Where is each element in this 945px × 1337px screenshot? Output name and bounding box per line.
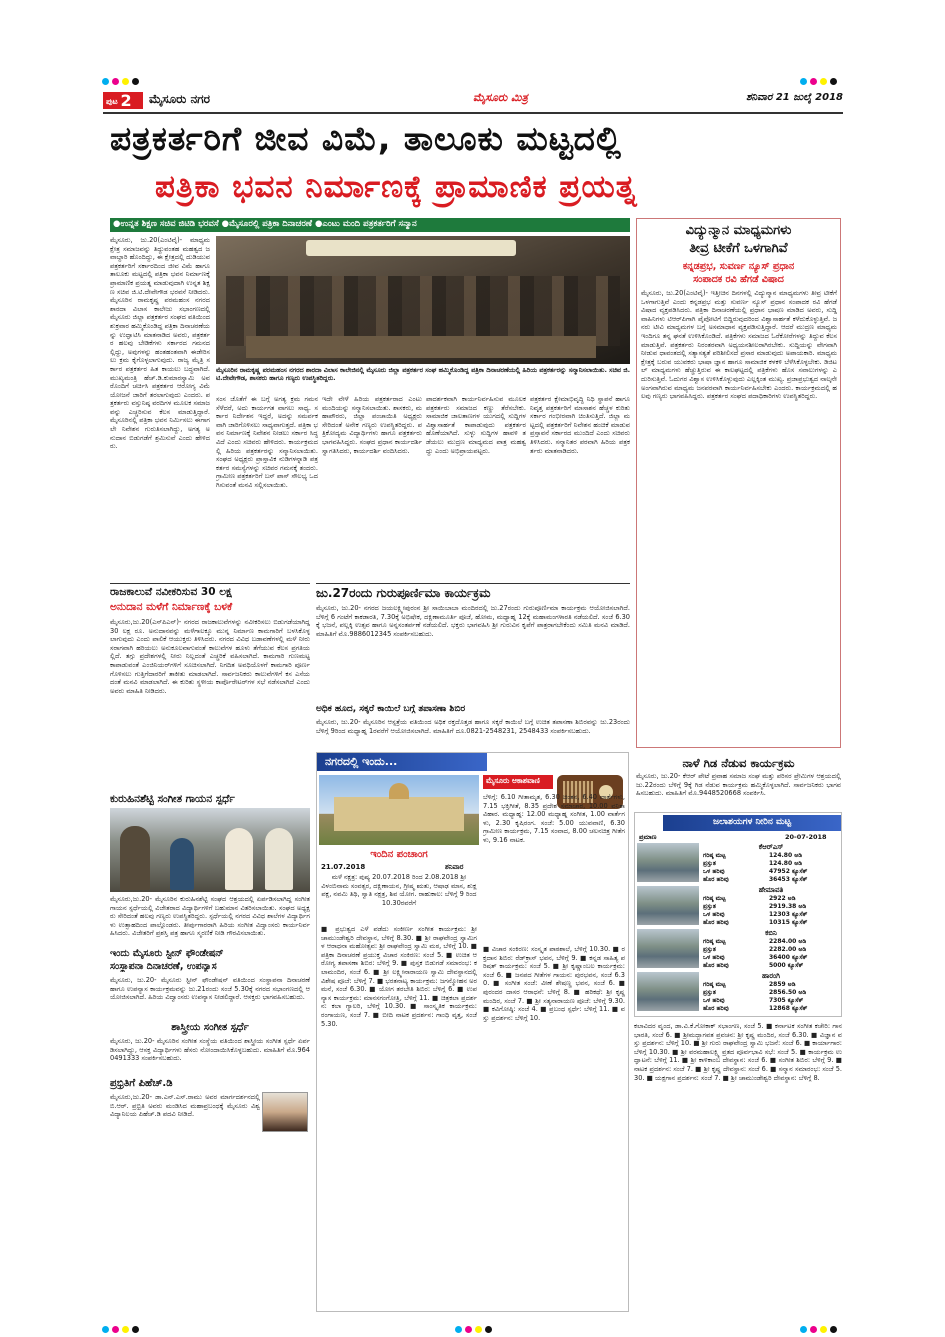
reservoir-value: 36453 ಕ್ಯೂಸೆಕ್	[769, 876, 808, 883]
reservoir-label: ಗರಿಷ್ಠ ಮಟ್ಟ	[703, 981, 726, 988]
story4-body: ಮೈಸೂರು, ಜು.20- ಮೈಸೂರಿನ ಸಂಗೀತ ಸಂಸ್ಥೆಯ ವತಿಯಿಂದ ಶಾಸ್ತ್ರೀಯ ಸಂಗೀತ ಸ್ಪರ್ಧೆ ಏರ್ಪಡಿಸಲಾಗಿದ್ದು, ಆಸಕ್ತ ವಿದ್ಯಾರ್ಥಿಗಳು ಹೆಸರು ನೋಂದಾಯಿಸಿಕೊಳ್ಳಬಹುದು. ಮಾಹಿತಿಗೆ ಮೊ.9640491333 ಸಂಪರ್ಕಿಸಬಹುದು.	[110, 1037, 310, 1063]
reservoir-value: 2282.00 ಅಡಿ	[769, 946, 807, 953]
reservoir-photo	[637, 972, 699, 1011]
guru-headline: ಜು.27ರಂದು ಗುರುಪೂರ್ಣಿಮಾ ಕಾರ್ಯಕ್ರಮ	[316, 586, 491, 600]
reservoir-name: ಹಾರಂಗಿ	[762, 972, 780, 980]
reservoir-row	[637, 843, 841, 884]
reservoir-label: ಗರಿಷ್ಠ ಮಟ್ಟ	[703, 895, 726, 902]
lead-column-5: ಪತ್ರಕರ್ತರ ಕ್ಷೇಮಾಭಿವೃದ್ಧಿ ನಿಧಿ ಸ್ಥಾಪನೆ ಹಾಗೂ ನಿವೃತ್ತ ಪತ್ರಕರ್ತರಿಗೆ ಮಾಸಾಶನ ಹೆಚ್ಚಳ ಕುರಿತು ಸರ್ಕಾರ ಗಂಭೀರವಾಗಿ ಚಿಂತಿಸುತ್ತಿದೆ. ಜಿಲ್ಲಾ ಮಟ್ಟದಲ್ಲಿ ಪತ್ರಕರ್ತರಿಗೆ ನಿವೇಶನ ಹಂಚಿಕೆ ಮಾಡುವ ಪ್ರಸ್ತಾವನೆ ಸರ್ಕಾರದ ಮುಂದಿದೆ ಎಂದು ಸಚಿವರು ತಿಳಿಸಿದರು. ಸನ್ಮಾನಿತರ ಪರವಾಗಿ ಹಿರಿಯ ಪತ್ರಕರ್ತರು ಮಾತನಾಡಿದರು.	[530, 395, 630, 455]
city-today-title: ನಗರದಲ್ಲಿ ಇಂದು...	[325, 755, 398, 768]
page-header	[103, 90, 843, 112]
reservoir-label: ಒಳ ಹರಿವು	[703, 868, 725, 875]
reservoir-value: 124.80 ಅಡಿ	[769, 860, 802, 867]
photo-table	[246, 336, 596, 358]
lead-tag-bar: ●ಉನ್ನತ ಶಿಕ್ಷಣ ಸಚಿವ ಜಿಟಿಡಿ ಭರವಸೆ ●ಮೈಸೂರಲ್ಲಿ ಪತ್ರಿಕಾ ದಿನಾಚರಣೆ ●ಎಂಟು ಮಂದಿ ಪತ್ರಕರ್ತರಿಗೆ ಸನ್ಮಾನ	[110, 218, 630, 232]
right-story-headline-1: ವಿದ್ಯುನ್ಮಾನ ಮಾಧ್ಯಮಗಳು	[685, 223, 792, 238]
plantation-headline: ನಾಳೆ ಗಿಡ ನೆಡುವ ಕಾರ್ಯಕ್ರಮ	[682, 756, 795, 770]
header-rule	[103, 112, 843, 114]
photo-person-3	[225, 828, 253, 890]
palace-building	[334, 797, 464, 831]
right-story-body: ಮೈಸೂರು, ಜು.20(ಎಂಟಿವೈ)- ಇತ್ತೀಚಿನ ದಿನಗಳಲ್ಲಿ ವಿದ್ಯುನ್ಮಾನ ಮಾಧ್ಯಮಗಳು ತೀವ್ರ ಟೀಕೆಗೆ ಒಳಗಾಗುತ್ತಿವೆ ಎಂದು ಕನ್ನಡಪ್ರಭ ಮತ್ತು ಸುವರ್ಣ ನ್ಯೂಸ್ ಪ್ರಧಾನ ಸಂಪಾದಕ ರವಿ ಹೆಗಡೆ ವಿಷಾದ ವ್ಯಕ್ತಪಡಿಸಿದರು. ಪತ್ರಿಕಾ ದಿನಾಚರಣೆಯಲ್ಲಿ ಪ್ರಧಾನ ಭಾಷಣ ಮಾಡಿದ ಅವರು, ಸುದ್ದಿ ವಾಹಿನಿಗಳು ಟಿಆರ್‌ಪಿಗಾಗಿ ಪೈಪೋಟಿಗೆ ಬಿದ್ದಿರುವುದರಿಂದ ವಿಶ್ವಾಸಾರ್ಹತೆ ಕಳೆದುಕೊಳ್ಳುತ್ತಿವೆ. ಜನರು ಟೀವಿ ಮಾಧ್ಯಮಗಳ ಬಗ್ಗೆ ಅಸಮಾಧಾನ ವ್ಯಕ್ತಪಡಿಸುತ್ತಿದ್ದಾರೆ. ಆದರೆ ಮುದ್ರಣ ಮಾಧ್ಯಮ ಇಂದಿಗೂ ತನ್ನ ಘನತೆ ಉಳಿಸಿಕೊಂಡಿದೆ. ಪತ್ರಿಕೆಗಳು ಸಮಾಜದ ಓರೆಕೋರೆಗಳನ್ನು ತಿದ್ದುವ ಕೆಲಸ ಮಾಡುತ್ತಿವೆ. ಪತ್ರಕರ್ತರು ನಿರಂತರವಾಗಿ ಅಧ್ಯಯನಶೀಲರಾಗಿರಬೇಕು. ಸುದ್ದಿಯನ್ನು ವೇಗವಾಗಿ ನೀಡುವ ಧಾವಂತದಲ್ಲಿ ಸತ್ಯಾಸತ್ಯತೆ ಪರಿಶೀಲಿಸದೆ ಪ್ರಸಾರ ಮಾಡುವುದು ಅಪಾಯಕಾರಿ. ಮಾಧ್ಯಮ ಕ್ಷೇತ್ರಕ್ಕೆ ಬರುವ ಯುವಕರು ಭಾಷಾ ಜ್ಞಾನ ಹಾಗೂ ಸಾಮಾಜಿಕ ಕಳಕಳಿ ಬೆಳೆಸಿಕೊಳ್ಳಬೇಕು. ಡಿಜಿಟಲ್ ಮಾಧ್ಯಮಗಳು ಹೆಚ್ಚುತ್ತಿರುವ ಈ ಕಾಲಘಟ್ಟದಲ್ಲಿ ಪತ್ರಿಕೆಗಳು ಹೊಸ ಸವಾಲುಗಳನ್ನು ಎದುರಿಸುತ್ತಿವೆ. ಓದುಗರ ವಿಶ್ವಾಸ ಉಳಿಸಿಕೊಳ್ಳುವುದು ಎಲ್ಲಕ್ಕಿಂತ ಮುಖ್ಯ. ಪ್ರಜಾಪ್ರಭುತ್ವದ ನಾಲ್ಕನೇ ಅಂಗವಾಗಿರುವ ಮಾಧ್ಯಮ ಜನಪರವಾಗಿ ಕಾರ್ಯನಿರ್ವಹಿಸಬೇಕು ಎಂದರು. ಕಾರ್ಯಕ್ರಮದಲ್ಲಿ ಹಲವು ಗಣ್ಯರು ಭಾಗವಹಿಸಿದ್ದರು. ಪತ್ರಕರ್ತರ ಸಂಘದ ಪದಾಧಿಕಾರಿಗಳು ಉಪಸ್ಥಿತರಿದ್ದರು.	[641, 289, 837, 401]
right-story-subhead-1: ಕನ್ನಡಪ್ರಭ, ಸುವರ್ಣ ನ್ಯೂಸ್ ಪ್ರಧಾನ	[682, 261, 795, 272]
masthead-logo: ಮೈಸೂರು ಮಿತ್ರ	[473, 91, 528, 104]
reservoir-label: ಹೊರ ಹರಿವು	[703, 1005, 729, 1012]
registration-dots-bottom-right	[800, 1318, 840, 1337]
reservoir-value: 7305 ಕ್ಯೂಸೆಕ್	[769, 997, 804, 1004]
radio-title-bar	[483, 775, 553, 789]
bottom-right-events: ಕಲಾವಿದರ ವೃಂದ, ಡಾ.ವಿ.ಕೆ.ಗೋಕಾಕ್ ಸಭಾಂಗಣ, ಸಂಜೆ 5. ■ ಕರ್ನಾಟಕ ಸಂಗೀತ ಕಚೇರಿ: ಗಾನಭಾರತಿ, ಸಂಜೆ 6. ■ ಶ್ರೀಮದ್ಭಾಗವತ ಪ್ರವಚನ: ಶ್ರೀ ಕೃಷ್ಣ ಮಂದಿರ, ಸಂಜೆ 6.30. ■ ವಿಜ್ಞಾನ ವಸ್ತು ಪ್ರದರ್ಶನ: ಬೆಳಿಗ್ಗೆ 10. ■ ಶ್ರೀ ಗುರು ರಾಘವೇಂದ್ರ ಸ್ವಾಮಿ ಭಜನೆ: ಸಂಜೆ 6. ■ ಕಾರ್ಯಾಗಾರ: ಬೆಳಿಗ್ಗೆ 10.30. ■ ಶ್ರೀ ವರಮಹಾಲಕ್ಷ್ಮಿ ವ್ರತದ ಪೂರ್ವಭಾವಿ ಸಭೆ: ಸಂಜೆ 5. ■ ಕಾರ್ಯಕ್ರಮ ಉದ್ಘಾಟನೆ: ಬೆಳಿಗ್ಗೆ 11. ■ ಶ್ರೀ ಕಾಳಿಕಾಂಬ ದೇವಸ್ಥಾನ: ಸಂಜೆ 6. ■ ಸಂಗೀತ ಶಿಬಿರ: ಬೆಳಿಗ್ಗೆ 9. ■ ನಾಟಕ ಪ್ರದರ್ಶನ: ಸಂಜೆ 7. ■ ಶ್ರೀ ಕೃಷ್ಣ ದೇವಸ್ಥಾನ: ಸಂಜೆ 6. ■ ಸನ್ಮಾನ ಸಮಾರಂಭ: ಸಂಜೆ 5.30. ■ ಯಕ್ಷಗಾನ ಪ್ರದರ್ಶನ: ಸಂಜೆ 7. ■ ಶ್ರೀ ಚಾಮುಂಡೇಶ್ವರಿ ದೇವಸ್ಥಾನ: ಬೆಳಿಗ್ಗೆ 8.	[634, 1022, 842, 1082]
reservoir-value: 2284.00 ಅಡಿ	[769, 938, 807, 945]
camp-body: ಮೈಸೂರು, ಜು.20- ಮೈಸೂರಿನ ಆಸ್ಪತ್ರೆಯ ವತಿಯಿಂದ ಅಧಿಕ ರಕ್ತದೊತ್ತಡ ಹಾಗೂ ಸಕ್ಕರೆ ಕಾಯಿಲೆ ಬಗ್ಗೆ ಉಚಿತ ತಪಾಸಣಾ ಶಿಬಿರವನ್ನು ಜು.23ರಂದು ಬೆಳಿಗ್ಗೆ 9ರಿಂದ ಮಧ್ಯಾಹ್ನ 1ರವರೆಗೆ ಆಯೋಜಿಸಲಾಗಿದೆ. ಮಾಹಿತಿಗೆ ದೂ.0821-2548231, 2548433 ಸಂಪರ್ಕಿಸಬಹುದು.	[316, 718, 630, 735]
city-today-title-bar	[317, 753, 487, 771]
reservoir-value: 36400 ಕ್ಯೂಸೆಕ್	[769, 954, 808, 961]
issue-date: ಶನಿವಾರ 21 ಜುಲೈ 2018	[746, 92, 843, 103]
panchanga-text: ಮಳೆ ನಕ್ಷತ್ರ: ಪುಷ್ಯ 20.07.2018 ರಿಂದ 2.08.2018 ಶ್ರೀ ವಿಳಂಬಿನಾಮ ಸಂವತ್ಸರ, ದಕ್ಷಿಣಾಯನ, ಗ್ರೀಷ್ಮ ಋತು, ಆಷಾಢ ಮಾಸ, ಶುಕ್ಲ ಪಕ್ಷ, ನವಮಿ ತಿಥಿ, ಸ್ವಾತಿ ನಕ್ಷತ್ರ, ಶಿವ ಯೋಗ. ರಾಹುಕಾಲ: ಬೆಳಿಗ್ಗೆ 9 ರಿಂದ 10.30ರವರೆಗೆ	[321, 873, 477, 907]
reservoir-title: ಜಲಾಶಯಗಳ ನೀರಿನ ಮಟ್ಟ	[712, 817, 792, 827]
photo-banner	[306, 240, 516, 256]
panchanga-day: ಶನಿವಾರ	[445, 863, 464, 871]
reservoir-photo	[637, 886, 699, 925]
separator-left-1	[110, 583, 310, 584]
lead-column-1: ಮೈಸೂರು, ಜು.20(ಎಂಟಿವೈ)- ಮಾಧ್ಯಮ ಕ್ಷೇತ್ರ ಸಮಾಜವನ್ನು ತಿದ್ದುವಂತಹ ಮಹತ್ವದ ಜವಾಬ್ದಾರಿ ಹೊಂದಿದ್ದು, ಈ ಕ್ಷೇತ್ರದಲ್ಲಿ ದುಡಿಯುವ ಪತ್ರಕರ್ತರಿಗೆ ಸರ್ಕಾರದಿಂದ ಜೀವ ವಿಮೆ ಹಾಗೂ ತಾಲೂಕು ಮಟ್ಟದಲ್ಲಿ ಪತ್ರಿಕಾ ಭವನ ನಿರ್ಮಾಣಕ್ಕೆ ಪ್ರಾಮಾಣಿಕ ಪ್ರಯತ್ನ ಮಾಡುವುದಾಗಿ ಉನ್ನತ ಶಿಕ್ಷಣ ಸಚಿವ ಜಿ.ಟಿ.ದೇವೇಗೌಡ ಭರವಸೆ ನೀಡಿದರು. ಮೈಸೂರಿನ ರಾಮಕೃಷ್ಣ ಪರಮಹಂಸ ನಗರದ ಶಾರದಾ ವಿಲಾಸ ಕಾಲೇಜು ಸಭಾಂಗಣದಲ್ಲಿ ಮೈಸೂರು ಜಿಲ್ಲಾ ಪತ್ರಕರ್ತರ ಸಂಘದ ವತಿಯಿಂದ ಶುಕ್ರವಾರ ಹಮ್ಮಿಕೊಂಡಿದ್ದ ಪತ್ರಿಕಾ ದಿನಾಚರಣೆಯನ್ನು ಉದ್ಘಾಟಿಸಿ ಮಾತನಾಡಿದ ಅವರು, ಪತ್ರಕರ್ತರ ಹಲವು ಬೇಡಿಕೆಗಳು ಸರ್ಕಾರದ ಗಮನದಲ್ಲಿದ್ದು, ಅವುಗಳನ್ನು ಹಂತಹಂತವಾಗಿ ಈಡೇರಿಸಲು ಕ್ರಮ ಕೈಗೊಳ್ಳಲಾಗುವುದು. ರಾಜ್ಯ ಮೈತ್ರಿ ಸರ್ಕಾರ ಪತ್ರಕರ್ತರ ಹಿತ ಕಾಯಲು ಬದ್ಧವಾಗಿದೆ. ಮುಖ್ಯಮಂತ್ರಿ ಹೆಚ್.ಡಿ.ಕುಮಾರಸ್ವಾಮಿ ಅವರೊಂದಿಗೆ ಚರ್ಚಿಸಿ ಪತ್ರಕರ್ತರ ಆರೋಗ್ಯ ವಿಮೆ ಯೋಜನೆ ಜಾರಿಗೆ ತರಲಾಗುವುದು ಎಂದರು. ಪತ್ರಕರ್ತರು ವಸ್ತುನಿಷ್ಠ ವರದಿಗಳ ಮೂಲಕ ಸಮಾಜವನ್ನು ಎಚ್ಚರಿಸುವ ಕೆಲಸ ಮಾಡುತ್ತಿದ್ದಾರೆ. ಮೈಸೂರಿನಲ್ಲಿ ಪತ್ರಿಕಾ ಭವನ ನಿರ್ಮಿಸಲು ಈಗಾಗಲೇ ನಿವೇಶನ ಗುರುತಿಸಲಾಗಿದ್ದು, ಅಗತ್ಯ ಅನುದಾನ ಬಿಡುಗಡೆಗೆ ಶ್ರಮಿಸುವೆ ಎಂದು ಹೇಳಿದರು.	[110, 236, 210, 451]
lead-photo-caption: ಮೈಸೂರಿನ ರಾಮಕೃಷ್ಣ ಪರಮಹಂಸ ನಗರದ ಶಾರದಾ ವಿಲಾಸ ಕಾಲೇಜಿನಲ್ಲಿ ಮೈಸೂರು ಜಿಲ್ಲಾ ಪತ್ರಕರ್ತರ ಸಂಘ ಹಮ್ಮಿಕೊಂಡಿದ್ದ ಪತ್ರಿಕಾ ದಿನಾಚರಣೆಯಲ್ಲಿ ಹಿರಿಯ ಪತ್ರಕರ್ತರನ್ನು ಸನ್ಮಾನಿಸಲಾಯಿತು. ಸಚಿವ ಜಿ.ಟಿ.ದೇವೇಗೌಡ, ಶಾಸಕರು ಹಾಗೂ ಗಣ್ಯರು ಉಪಸ್ಥಿತರಿದ್ದರು.	[216, 366, 630, 383]
radio-title: ಮೈಸೂರು ಆಕಾಶವಾಣಿ	[486, 776, 540, 785]
page-number-box	[103, 92, 143, 109]
reservoir-label: ಹೊರ ಹರಿವು	[703, 962, 729, 969]
page-number: 2	[120, 91, 132, 110]
photo-person-4	[265, 828, 293, 890]
reservoir-label: ಒಳ ಹರಿವು	[703, 911, 725, 918]
palace-photo	[319, 775, 479, 845]
story4-headline: ಶಾಸ್ತ್ರೀಯ ಸಂಗೀತ ಸ್ಪರ್ಧೆ	[171, 1022, 249, 1033]
reservoir-list	[637, 843, 841, 1015]
reservoir-name: ಕೆಆರ್‌ಎಸ್	[758, 843, 784, 851]
reservoir-label: ಪ್ರಸ್ತುತ	[703, 989, 716, 996]
reservoir-value: 2922 ಅಡಿ	[769, 895, 796, 902]
right-story-headline-2: ತೀವ್ರ ಟೀಕೆಗೆ ಒಳಗಾಗಿವೆ	[689, 241, 788, 256]
story1-headline-1: ರಾಜಕಾಲುವೆ ನವೀಕರಿಸುವ 30 ಲಕ್ಷ	[110, 586, 232, 598]
panchanga-date: 21.07.2018	[321, 863, 366, 871]
reservoir-photo	[637, 843, 699, 882]
reservoir-label: ಪ್ರಸ್ತುತ	[703, 860, 716, 867]
reservoir-row	[637, 929, 841, 970]
guru-body: ಮೈಸೂರು, ಜು.20- ನಗರದ ಜಯಲಕ್ಷ್ಮೀಪುರಂನ ಶ್ರೀ ಸಾಯಿಬಾಬಾ ಮಂದಿರದಲ್ಲಿ ಜು.27ರಂದು ಗುರುಪೂರ್ಣಿಮಾ ಕಾರ್ಯಕ್ರಮ ಆಯೋಜಿಸಲಾಗಿದೆ. ಬೆಳಿಗ್ಗೆ 6 ಗಂಟೆಗೆ ಕಾಕಡಾರತಿ, 7.30ಕ್ಕೆ ಅಭಿಷೇಕ, ದಕ್ಷಿಣಾಮೂರ್ತಿ ಪೂಜೆ, ಹೋಮ, ಮಧ್ಯಾಹ್ನ 12ಕ್ಕೆ ಮಹಾಮಂಗಳಾರತಿ ನಡೆಯಲಿದೆ. ಸಂಜೆ 6.30ಕ್ಕೆ ಭಜನೆ, ಪಲ್ಲಕ್ಕಿ ಉತ್ಸವ ಹಾಗೂ ಅನ್ನಸಂತರ್ಪಣೆ ನಡೆಯಲಿದೆ. ಭಕ್ತರು ಭಾಗವಹಿಸಿ ಶ್ರೀ ಗುರುವಿನ ಕೃಪೆಗೆ ಪಾತ್ರರಾಗಬೇಕೆಂದು ಸಮಿತಿ ಮನವಿ ಮಾಡಿದೆ. ಮಾಹಿತಿಗೆ ಮೊ.9886012345 ಸಂಪರ್ಕಿಸಬಹುದು.	[316, 604, 630, 638]
reservoir-unit-label: ಪ್ರಮಾಣ	[639, 833, 657, 841]
city-today-box	[316, 752, 629, 1312]
registration-dots-top-left	[102, 70, 142, 89]
lead-column-3: ಇದೇ ವೇಳೆ ಹಿರಿಯ ಪತ್ರಕರ್ತರಾದ ಎಂಟು ಮಂದಿಯನ್ನು ಸನ್ಮಾನಿಸಲಾಯಿತು. ಶಾಸಕರು, ಮಹಾಪೌರರು, ಜಿಲ್ಲಾ ಪಂಚಾಯಿತಿ ಅಧ್ಯಕ್ಷರು ಸೇರಿದಂತೆ ಅನೇಕ ಗಣ್ಯರು ಉಪಸ್ಥಿತರಿದ್ದರು. ಪತ್ರಿಕೋದ್ಯಮ ವಿದ್ಯಾರ್ಥಿಗಳು ಹಾಗೂ ಪತ್ರಕರ್ತರು ಭಾಗವಹಿಸಿದ್ದರು. ಸಂಘದ ಪ್ರಧಾನ ಕಾರ್ಯದರ್ಶಿ ಸ್ವಾಗತಿಸಿದರು, ಕಾರ್ಯದರ್ಶಿ ವಂದಿಸಿದರು.	[322, 395, 422, 455]
registration-dots-bottom-center	[455, 1318, 495, 1337]
reservoir-label: ಗರಿಷ್ಠ ಮಟ್ಟ	[703, 938, 726, 945]
page-label: ಪುಟ	[106, 97, 118, 106]
right-story-subhead-2: ಸಂಪಾದಕ ರವಿ ಹೆಗಡೆ ವಿಷಾದ	[693, 274, 784, 285]
reservoir-label: ಒಳ ಹರಿವು	[703, 997, 725, 1004]
story3-headline-1: ಇಂದು ಮೈಸೂರು ಸ್ಟೀನ್ ಫೌಂಡೇಷನ್	[110, 948, 224, 959]
reservoir-value: 5000 ಕ್ಯೂಸೆಕ್	[769, 962, 804, 969]
reservoir-value: 12868 ಕ್ಯೂಸೆಕ್	[769, 1005, 808, 1012]
reservoir-name: ಹೇಮಾವತಿ	[758, 886, 784, 894]
story2-headline: ಕುರುಹಿನಶೆಟ್ಟಿ ಸಂಗೀತ ಗಾಯನ ಸ್ಪರ್ಧೆ	[110, 793, 235, 805]
lead-column-4: ಪಾದರ್ಶಕವಾಗಿ ಕಾರ್ಯನಿರ್ವಹಿಸುವ ಮೂಲಕ ಪತ್ರಕರ್ತರು ಸಮಾಜದ ಕಣ್ಣು ತೆರೆಸಬೇಕು. ಸಾಮಾಜಿಕ ಜಾಲತಾಣಗಳ ಯುಗದಲ್ಲಿ ಸುದ್ದಿಗಳ ವಿಶ್ವಾಸಾರ್ಹತೆ ಕಾಪಾಡುವುದು ಪತ್ರಕರ್ತರ ಹೊಣೆಯಾಗಿದೆ. ಸುಳ್ಳು ಸುದ್ದಿಗಳ ಹಾವಳಿ ತಡೆಯಲು ಮುದ್ರಣ ಮಾಧ್ಯಮದ ಪಾತ್ರ ಮಹತ್ವದ್ದು ಎಂದು ಅಭಿಪ್ರಾಯಪಟ್ಟರು.	[426, 395, 526, 455]
reservoir-label: ಹೊರ ಹರಿವು	[703, 876, 729, 883]
reservoir-value: 124.80 ಅಡಿ	[769, 852, 802, 859]
lead-column-2: ಸಂಸ ಜೊತೆಗೆ ಈ ಬಗ್ಗೆ ಅಗತ್ಯ ಕ್ರಮ ಗಮನ ಸೆಳೆದರೆ, ಅದು ಕಾರ್ಯಗತ ವಾಗಲು ಸಾಧ್ಯ. ಸರ್ಕಾರ ನಿರ್ದೇಶನ ಇದ್ದರೆ, ಅದನ್ನು ಸಮರ್ಪಕವಾಗಿ ಜಾರಿಗೊಳಿಸಲು ಸಾಧ್ಯವಾಗುತ್ತದೆ. ಪತ್ರಿಕಾ ಭವನ ನಿರ್ಮಾಣಕ್ಕೆ ನಿವೇಶನ ನೀಡಲು ಸರ್ಕಾರ ಸಿದ್ಧವಿದೆ ಎಂದು ಸಚಿವರು ಹೇಳಿದರು. ಕಾರ್ಯಕ್ರಮದಲ್ಲಿ ಹಿರಿಯ ಪತ್ರಕರ್ತರನ್ನು ಸನ್ಮಾನಿಸಲಾಯಿತು. ಸಂಘದ ಅಧ್ಯಕ್ಷರು ಪ್ರಾಸ್ತಾವಿಕ ನುಡಿಗಳನ್ನಾಡಿ ಪತ್ರಕರ್ತರ ಸಮಸ್ಯೆಗಳನ್ನು ಸಚಿವರ ಗಮನಕ್ಕೆ ತಂದರು. ಗ್ರಾಮೀಣ ಪತ್ರಕರ್ತರಿಗೆ ಬಸ್ ಪಾಸ್ ಸೌಲಭ್ಯ ಒದಗಿಸುವಂತೆ ಮನವಿ ಸಲ್ಲಿಸಲಾಯಿತು.	[216, 395, 318, 489]
reservoir-label: ಒಳ ಹರಿವು	[703, 954, 725, 961]
palace-dome	[389, 783, 409, 799]
lead-headline-1: ಪತ್ರಕರ್ತರಿಗೆ ಜೀವ ವಿಮೆ, ತಾಲೂಕು ಮಟ್ಟದಲ್ಲಿ	[110, 119, 622, 158]
reservoir-value: 2859 ಅಡಿ	[769, 981, 796, 988]
phd-portrait	[262, 1092, 308, 1132]
reservoir-label: ಹೊರ ಹರಿವು	[703, 919, 729, 926]
story1-body: ಮೈಸೂರು,ಜು.20(ಎಸ್‌ಪಿಎನ್)- ನಗರದ ರಾಜಕಾಲುವೆಗಳನ್ನು ನವೀಕರಿಸಲು ಬಿಡುಗಡೆಯಾಗಿದ್ದ 30 ಲಕ್ಷ ರೂ. ಅನುದಾನವನ್ನು ಮಳೆಗಾಲಕ್ಕೂ ಮುನ್ನ ನಿರ್ಮಾಣ ಕಾಮಗಾರಿಗೆ ಬಳಸಿಕೊಳ್ಳಲಾಗುವುದು ಎಂದು ಪಾಲಿಕೆ ಆಯುಕ್ತರು ತಿಳಿಸಿದರು. ನಗರದ ವಿವಿಧ ಬಡಾವಣೆಗಳಲ್ಲಿ ಮಳೆ ನೀರು ಸರಾಗವಾಗಿ ಹರಿಯಲು ಅನುಕೂಲವಾಗುವಂತೆ ಕಾಲುವೆಗಳ ಹೂಳು ತೆಗೆಯುವ ಕೆಲಸ ಪ್ರಗತಿಯಲ್ಲಿದೆ. ತಗ್ಗು ಪ್ರದೇಶಗಳಲ್ಲಿ ನೀರು ನಿಲ್ಲದಂತೆ ಎಚ್ಚರಿಕೆ ವಹಿಸಲಾಗಿದೆ. ಕಾಮಗಾರಿ ಗುಣಮಟ್ಟ ಕಾಪಾಡುವಂತೆ ಎಂಜಿನಿಯರ್‌ಗಳಿಗೆ ಸೂಚಿಸಲಾಗಿದೆ. ನಿಗದಿತ ಅವಧಿಯೊಳಗೆ ಕಾಮಗಾರಿ ಪೂರ್ಣಗೊಳಿಸಲು ಗುತ್ತಿಗೆದಾರರಿಗೆ ತಾಕೀತು ಮಾಡಲಾಗಿದೆ. ಸಾರ್ವಜನಿಕರು ಕಾಲುವೆಗಳಿಗೆ ಕಸ ಎಸೆಯದಂತೆ ಮನವಿ ಮಾಡಲಾಗಿದೆ. ಈ ಕುರಿತು ಸ್ಥಳೀಯ ಕಾರ್ಪೊರೇಟರ್‌ಗಳ ಸಭೆ ನಡೆಸಲಾಗಿದೆ ಎಂದು ಅವರು ಮಾಹಿತಿ ನೀಡಿದರು.	[110, 618, 310, 695]
reservoir-row	[637, 972, 841, 1013]
story5-headline: ಪ್ರಭ್ರಿತಿಗೆ ಪಿಹೆಚ್.ಡಿ	[110, 1078, 173, 1089]
plantation-body: ಮೈಸೂರು, ಜು.20- ಕೆಆರ್ ಪೇಟೆ ಪ್ರವಾಹ ಸಮಾಜ ಸಂಘ ಮತ್ತು ಪರಿಸರ ಪ್ರೇಮಿಗಳ ಆಶ್ರಯದಲ್ಲಿ ಜು.22ರಂದು ಬೆಳಿಗ್ಗೆ 9ಕ್ಕೆ ಗಿಡ ನೆಡುವ ಕಾರ್ಯಕ್ರಮ ಹಮ್ಮಿಕೊಳ್ಳಲಾಗಿದೆ. ಸಾರ್ವಜನಿಕರು ಭಾಗವಹಿಸಬಹುದು. ಮಾಹಿತಿಗೆ ಮೊ.9448520668 ಸಂಪರ್ಕಿಸಿ.	[636, 772, 841, 798]
story5-body: ಮೈಸೂರು,ಜು.20- ಡಾ.ಎನ್.ಎಸ್.ರಾಮು ಅವರ ಮಾರ್ಗದರ್ಶನದಲ್ಲಿ ಬಿ.ಆರ್. ಪ್ರಭ್ರಿತಿ ಅವರು ಮಂಡಿಸಿದ ಮಹಾಪ್ರಬಂಧಕ್ಕೆ ಮೈಸೂರು ವಿಶ್ವವಿದ್ಯಾನಿಲಯ ಪಿಹೆಚ್.ಡಿ ಪದವಿ ನೀಡಿದೆ.	[110, 1093, 260, 1119]
story1-headline-2: ಅನುದಾನ ಮಳೆಗೆ ನಿರ್ಮಾಣಕ್ಕೆ ಬಳಕೆ	[110, 601, 233, 613]
registration-dots-bottom-left	[102, 1318, 142, 1337]
reservoir-row	[637, 886, 841, 927]
reservoir-label: ಗರಿಷ್ಠ ಮಟ್ಟ	[703, 852, 726, 859]
radio-schedule: ಬೆಳಿಗ್ಗೆ: 6.10 ಗೀತಾಮೃತ, 6.30 ಚಿಂತನ, 6.40 ವಾರ್ತೆಗಳು, 7.15 ಭಕ್ತಿಗೀತೆ, 8.35 ಪ್ರದೇಶ ಸಮಾಚಾರ, 10.00 ವನಿತಾ ವಿಹಾರ. ಮಧ್ಯಾಹ್ನ: 12.00 ಮಧ್ಯಾಹ್ನ ಸಂಗೀತ, 1.00 ವಾರ್ತೆಗಳು, 2.30 ಕೃಷಿರಂಗ. ಸಂಜೆ: 5.00 ಯುವವಾಣಿ, 6.30 ಗ್ರಾಮೀಣ ಕಾರ್ಯಕ್ರಮ, 7.15 ಸಂವಾದ, 8.00 ಚಲನಚಿತ್ರ ಗೀತೆಗಳು, 9.16 ನಾಟಕ.	[483, 793, 625, 844]
registration-dots-top-right	[800, 70, 840, 89]
reservoir-label: ಪ್ರಸ್ತುತ	[703, 903, 716, 910]
reservoir-label: ಪ್ರಸ್ತುತ	[703, 946, 716, 953]
section-name: ಮೈಸೂರು ನಗರ	[149, 92, 211, 106]
reservoir-value: 10315 ಕ್ಯೂಸೆಕ್	[769, 919, 808, 926]
reservoir-box	[634, 812, 842, 1017]
reservoir-name: ಕಬಿನಿ	[765, 929, 777, 937]
camp-headline: ಅಧಿಕ ಹೂದ, ಸಕ್ಕರೆ ಕಾಯಿಲೆ ಬಗ್ಗೆ ತಪಾಸಣಾ ಶಿಬಿರ	[316, 704, 466, 714]
story3-headline-2: ಸಂಸ್ಥಾಪನಾ ದಿನಾಚರಣೆ, ಉಪನ್ಯಾಸ	[110, 961, 217, 972]
lead-photo-journalists-felicitation	[216, 236, 630, 364]
photo-person-1	[120, 826, 150, 890]
reservoir-photo	[637, 929, 699, 968]
lead-headline-2: ಪತ್ರಿಕಾ ಭವನ ನಿರ್ಮಾಣಕ್ಕೆ ಪ್ರಾಮಾಣಿಕ ಪ್ರಯತ್ನ	[155, 169, 638, 205]
panchanga-title: ಇಂದಿನ ಪಂಚಾಂಗ	[370, 849, 428, 860]
story3-body: ಮೈಸೂರು, ಜು.20- ಮೈಸೂರು ಸ್ಟೀನ್ ಫೌಂಡೇಷನ್ ವತಿಯಿಂದ ಸಂಸ್ಥಾಪನಾ ದಿನಾಚರಣೆ ಹಾಗೂ ಉಪನ್ಯಾಸ ಕಾರ್ಯಕ್ರಮವನ್ನು ಜು.21ರಂದು ಸಂಜೆ 5.30ಕ್ಕೆ ನಗರದ ಸಭಾಂಗಣದಲ್ಲಿ ಆಯೋಜಿಸಲಾಗಿದೆ. ಹಿರಿಯ ವಿದ್ವಾಂಸರು ಉಪನ್ಯಾಸ ನೀಡಲಿದ್ದಾರೆ. ಆಸಕ್ತರು ಭಾಗವಹಿಸಬಹುದು.	[110, 976, 310, 1002]
reservoir-value: 47952 ಕ್ಯೂಸೆಕ್	[769, 868, 808, 875]
right-story	[636, 218, 841, 748]
reservoir-value: 12303 ಕ್ಯೂಸೆಕ್	[769, 911, 808, 918]
separator-mid	[316, 583, 630, 584]
reservoir-value: 2919.38 ಅಡಿ	[769, 903, 807, 910]
reservoir-date: 20-07-2018	[785, 833, 827, 841]
city-events-list-2: ■ ವಿಚಾರ ಸಂಕಿರಣ: ಸಂಸ್ಕೃತ ಪಾಠಶಾಲೆ, ಬೆಳಿಗ್ಗೆ 10.30. ■ ರಕ್ತದಾನ ಶಿಬಿರ: ರೆಡ್‌ಕ್ರಾಸ್ ಭವನ, ಬೆಳಿಗ್ಗೆ 9. ■ ಕನ್ನಡ ಸಾಹಿತ್ಯ ಪರಿಷತ್ ಕಾರ್ಯಕ್ರಮ: ಸಂಜೆ 5. ■ ಶ್ರೀ ಕೃಷ್ಣಾಂಬಲ ಕಾರ್ಯಕ್ರಮ: ಸಂಜೆ 6. ■ ಜನಪದ ಗೀತೆಗಳ ಗಾಯನ: ಪುರಭವನ, ಸಂಜೆ 6.30. ■ ಸಂಗೀತ ಸಂಜೆ: ವೀಣೆ ಶೇಷಣ್ಣ ಭವನ, ಸಂಜೆ 6. ■ ಪುರಂದರ ದಾಸರ ಆರಾಧನೆ: ಬೆಳಿಗ್ಗೆ 8. ■ ಹರಿಕಥೆ: ಶ್ರೀ ಕೃಷ್ಣ ಮಂದಿರ, ಸಂಜೆ 7. ■ ಶ್ರೀ ಸತ್ಯನಾರಾಯಣ ಪೂಜೆ: ಬೆಳಿಗ್ಗೆ 9.30. ■ ಕವಿಗೋಷ್ಠಿ: ಸಂಜೆ 4. ■ ಪ್ರಬಂಧ ಸ್ಪರ್ಧೆ: ಬೆಳಿಗ್ಗೆ 11. ■ ವಸ್ತು ಪ್ರದರ್ಶನ: ಬೆಳಿಗ್ಗೆ 10.	[483, 945, 625, 1022]
story2-photo-prize-distribution	[110, 808, 310, 892]
reservoir-value: 2856.50 ಅಡಿ	[769, 989, 807, 996]
photo-person-2	[170, 838, 194, 890]
city-events-list: ■ ಪ್ರಭುತ್ವದ ಎಳೆ ಪಡೆದು ಸಂಕೀರ್ಣ ಸಂಗೀತ ಕಾರ್ಯಕ್ರಮ: ಶ್ರೀ ಚಾಮುಂಡೇಶ್ವರಿ ದೇವಸ್ಥಾನ, ಬೆಳಿಗ್ಗೆ 8.30. ■ ಶ್ರೀ ರಾಘವೇಂದ್ರ ಸ್ವಾಮಿಗಳ ಆರಾಧನಾ ಮಹೋತ್ಸವ: ಶ್ರೀ ರಾಘವೇಂದ್ರ ಸ್ವಾಮಿ ಮಠ, ಬೆಳಿಗ್ಗೆ 10. ■ ಪತ್ರಿಕಾ ದಿನಾಚರಣೆ ಪ್ರಯುಕ್ತ ವಿಚಾರ ಸಂಕಿರಣ: ಸಂಜೆ 5. ■ ಉಚಿತ ಆರೋಗ್ಯ ತಪಾಸಣಾ ಶಿಬಿರ: ಬೆಳಿಗ್ಗೆ 9. ■ ಪುಸ್ತಕ ಬಿಡುಗಡೆ ಸಮಾರಂಭ: ಕಲಾಮಂದಿರ, ಸಂಜೆ 6. ■ ಶ್ರೀ ಲಕ್ಷ್ಮೀನಾರಾಯಣ ಸ್ವಾಮಿ ದೇವಸ್ಥಾನದಲ್ಲಿ ವಿಶೇಷ ಪೂಜೆ: ಬೆಳಿಗ್ಗೆ 7. ■ ಭರತನಾಟ್ಯ ಕಾರ್ಯಕ್ರಮ: ಜಗನ್ಮೋಹನ ಅರಮನೆ, ಸಂಜೆ 6.30. ■ ಯೋಗ ತರಬೇತಿ ಶಿಬಿರ: ಬೆಳಿಗ್ಗೆ 6. ■ ಉಪನ್ಯಾಸ ಕಾರ್ಯಕ್ರಮ: ಮಾನಸಗಂಗೋತ್ರಿ, ಬೆಳಿಗ್ಗೆ 11. ■ ಚಿತ್ರಕಲಾ ಪ್ರದರ್ಶನ: ಕಲಾ ಗ್ಯಾಲರಿ, ಬೆಳಿಗ್ಗೆ 10.30. ■ ಸಾಂಸ್ಕೃತಿಕ ಕಾರ್ಯಕ್ರಮ: ರಂಗಾಯಣ, ಸಂಜೆ 7. ■ ಬೀದಿ ನಾಟಕ ಪ್ರದರ್ಶನ: ಗಾಂಧಿ ವೃತ್ತ, ಸಂಜೆ 5.30.	[321, 925, 477, 1028]
story2-body: ಮೈಸೂರು,ಜು.20- ಮೈಸೂರಿನ ಕುರುಹಿನಶೆಟ್ಟಿ ಸಂಘದ ಆಶ್ರಯದಲ್ಲಿ ಏರ್ಪಡಿಸಲಾಗಿದ್ದ ಸಂಗೀತ ಗಾಯನ ಸ್ಪರ್ಧೆಯಲ್ಲಿ ವಿಜೇತರಾದ ವಿದ್ಯಾರ್ಥಿಗಳಿಗೆ ಬಹುಮಾನ ವಿತರಿಸಲಾಯಿತು. ಸಂಘದ ಅಧ್ಯಕ್ಷರು ಸೇರಿದಂತೆ ಹಲವು ಗಣ್ಯರು ಉಪಸ್ಥಿತರಿದ್ದರು. ಸ್ಪರ್ಧೆಯಲ್ಲಿ ನಗರದ ವಿವಿಧ ಶಾಲೆಗಳ ವಿದ್ಯಾರ್ಥಿಗಳು ಉತ್ಸಾಹದಿಂದ ಪಾಲ್ಗೊಂಡರು. ತೀರ್ಪುಗಾರರಾಗಿ ಹಿರಿಯ ಸಂಗೀತ ವಿದ್ವಾಂಸರು ಕಾರ್ಯನಿರ್ವಹಿಸಿದರು. ವಿಜೇತರಿಗೆ ಪ್ರಶಸ್ತಿ ಪತ್ರ ಹಾಗೂ ಸ್ಮರಣಿಕೆ ನೀಡಿ ಗೌರವಿಸಲಾಯಿತು.	[110, 895, 310, 938]
reservoir-title-bar	[663, 815, 841, 831]
